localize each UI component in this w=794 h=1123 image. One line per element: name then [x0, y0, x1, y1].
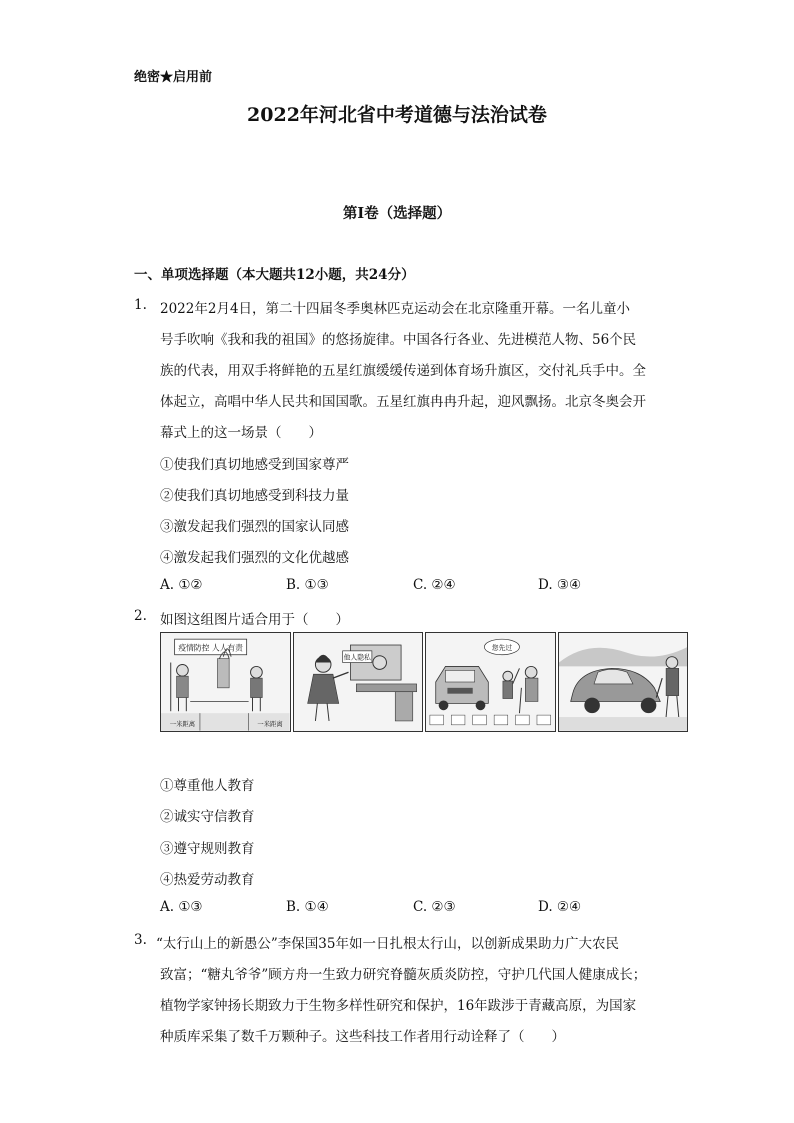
question-text-line: 号手吹响《我和我的祖国》的悠扬旋律。中国各行各业、先进模范人物、56个民: [160, 332, 637, 348]
privacy-illustration: [294, 633, 423, 731]
svg-text:疫情防控 人人有责: 疫情防控 人人有责: [178, 643, 243, 653]
option-4: ④热爱劳动教育: [160, 872, 255, 888]
choice-a[interactable]: A. ①③: [160, 899, 203, 915]
option-4: ④激发起我们强烈的文化优越感: [160, 550, 349, 566]
option-3: ③激发起我们强烈的国家认同感: [160, 519, 349, 535]
question-number: 3.: [134, 932, 147, 948]
exam-title: 2022年河北省中考道德与法治试卷: [247, 104, 547, 126]
choice-c[interactable]: C. ②③: [413, 899, 456, 915]
question-text-line: 种质库采集了数千万颗种子。这些科技工作者用行动诠释了（ ）: [160, 1029, 565, 1045]
choice-c[interactable]: C. ②④: [413, 577, 456, 593]
choice-a[interactable]: A. ①②: [160, 577, 203, 593]
queue-illustration: [161, 633, 290, 731]
question-text-line: 植物学家钟扬长期致力于生物多样性研究和保护，16年跋涉于青藏高原，为国家: [160, 998, 637, 1014]
question-text-line: 如图这组图片适合用于（ ）: [160, 612, 349, 628]
svg-text:一米距离: 一米距离: [169, 720, 196, 728]
choice-d[interactable]: D. ②④: [538, 899, 582, 915]
choice-b[interactable]: B. ①③: [286, 577, 329, 593]
svg-text:他人隐私: 他人隐私: [343, 653, 371, 662]
cartoon-panel-labor: [558, 632, 689, 732]
secret-mark: 绝密★启用前: [134, 70, 213, 85]
question-number: 1.: [134, 297, 147, 313]
crossing-illustration: [426, 633, 555, 731]
question-text-line: 2022年2月4日，第二十四届冬季奥林匹克运动会在北京隆重开幕。一名儿童小: [160, 301, 631, 317]
option-2: ②诚实守信教育: [160, 809, 255, 825]
cartoon-panel-privacy: [293, 632, 424, 732]
volume-heading: 第I卷（选择题）: [342, 205, 452, 222]
labor-illustration: [559, 633, 688, 731]
question-text-line: 致富；“糖丸爷爷”顾方舟一生致力研究脊髓灰质炎防控，守护几代国人健康成长；: [160, 967, 647, 983]
question-number: 2.: [134, 608, 147, 624]
section-heading: 一、单项选择题（本大题共12小题，共24分）: [134, 267, 415, 283]
question-text-line: “太行山上的新愚公”李保国35年如一日扎根太行山，以创新成果助力广大农民: [156, 936, 619, 952]
option-3: ③遵守规则教育: [160, 841, 255, 857]
cartoon-figure: [160, 632, 688, 732]
choice-d[interactable]: D. ③④: [538, 577, 582, 593]
option-2: ②使我们真切地感受到科技力量: [160, 488, 349, 504]
question-text-line: 族的代表，用双手将鲜艳的五星红旗缓缓传递到体育场升旗区，交付礼兵手中。全: [160, 363, 646, 379]
question-text-line: 体起立，高唱中华人民共和国国歌。五星红旗冉冉升起，迎风飘扬。北京冬奥会开: [160, 394, 646, 410]
option-1: ①尊重他人教育: [160, 778, 255, 794]
cartoon-panel-crossing: [425, 632, 556, 732]
question-text-line: 幕式上的这一场景（ ）: [160, 425, 322, 441]
svg-text:一米距离: 一米距离: [257, 720, 283, 728]
choice-b[interactable]: B. ①④: [286, 899, 329, 915]
svg-text:您先过: 您先过: [491, 643, 513, 652]
option-1: ①使我们真切地感受到国家尊严: [160, 457, 349, 473]
cartoon-panel-queue: [160, 632, 291, 732]
